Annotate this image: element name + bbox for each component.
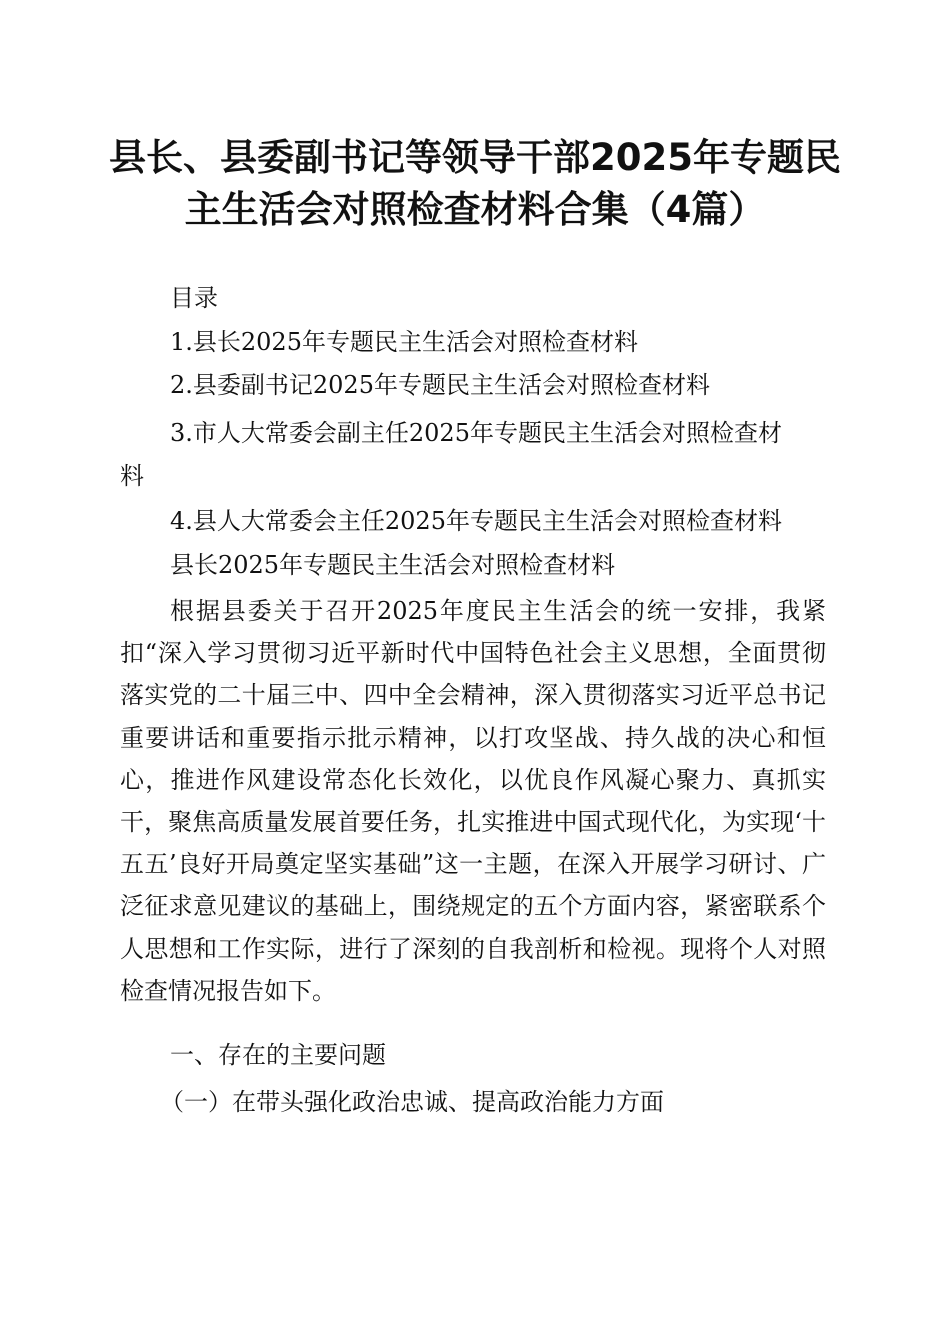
toc-item-3-continued: 料 xyxy=(120,462,144,490)
title-line-1: 县长、县委副书记等领导干部2025年专题民 xyxy=(109,136,841,179)
toc-item-2: 2.县委副书记2025年专题民主生活会对照检查材料 xyxy=(170,371,710,399)
heading-existing-problems: 一、存在的主要问题 xyxy=(170,1041,386,1069)
title-line-2: 主生活会对照检查材料合集（4篇） xyxy=(184,188,766,231)
toc-heading: 目录 xyxy=(170,284,218,312)
toc-item-4: 4.县人大常委会主任2025年专题民主生活会对照检查材料 xyxy=(170,507,782,535)
toc-item-3: 3.市人大常委会副主任2025年专题民主生活会对照检查材 xyxy=(170,419,782,447)
toc-item-1: 1.县长2025年专题民主生活会对照检查材料 xyxy=(170,328,638,356)
intro-paragraph: 根据县委关于召开2025年度民主生活会的统一安排，我紧扣“深入学习贯彻习近平新时代中国特色社会主义思想，全面贯彻落实党的二十届三中、四中全会精神，深入贯彻落实习近平总书记重要讲话和重要指示批示精神，以打攻坚战、持久战的决心和恒心，推进作风建设常态化长效化，以优良作风凝心聚力、真抓实干，聚焦高质量发展首要任务，扎实推进中国式现代化，为实现‘十五五’良好开局奠定坚实基础”这一主题，在深入开展学习研讨、广泛征求意见建议的基础上，围绕规定的五个方面内容，紧密联系个人思想和工作实际，进行了深刻的自我剖析和检视。现将个人对照检查情况报告如下。 xyxy=(120,597,826,1005)
subheading-political-loyalty: （一）在带头强化政治忠诚、提高政治能力方面 xyxy=(160,1088,664,1116)
section-title: 县长2025年专题民主生活会对照检查材料 xyxy=(170,551,616,579)
document-title xyxy=(100,132,850,236)
